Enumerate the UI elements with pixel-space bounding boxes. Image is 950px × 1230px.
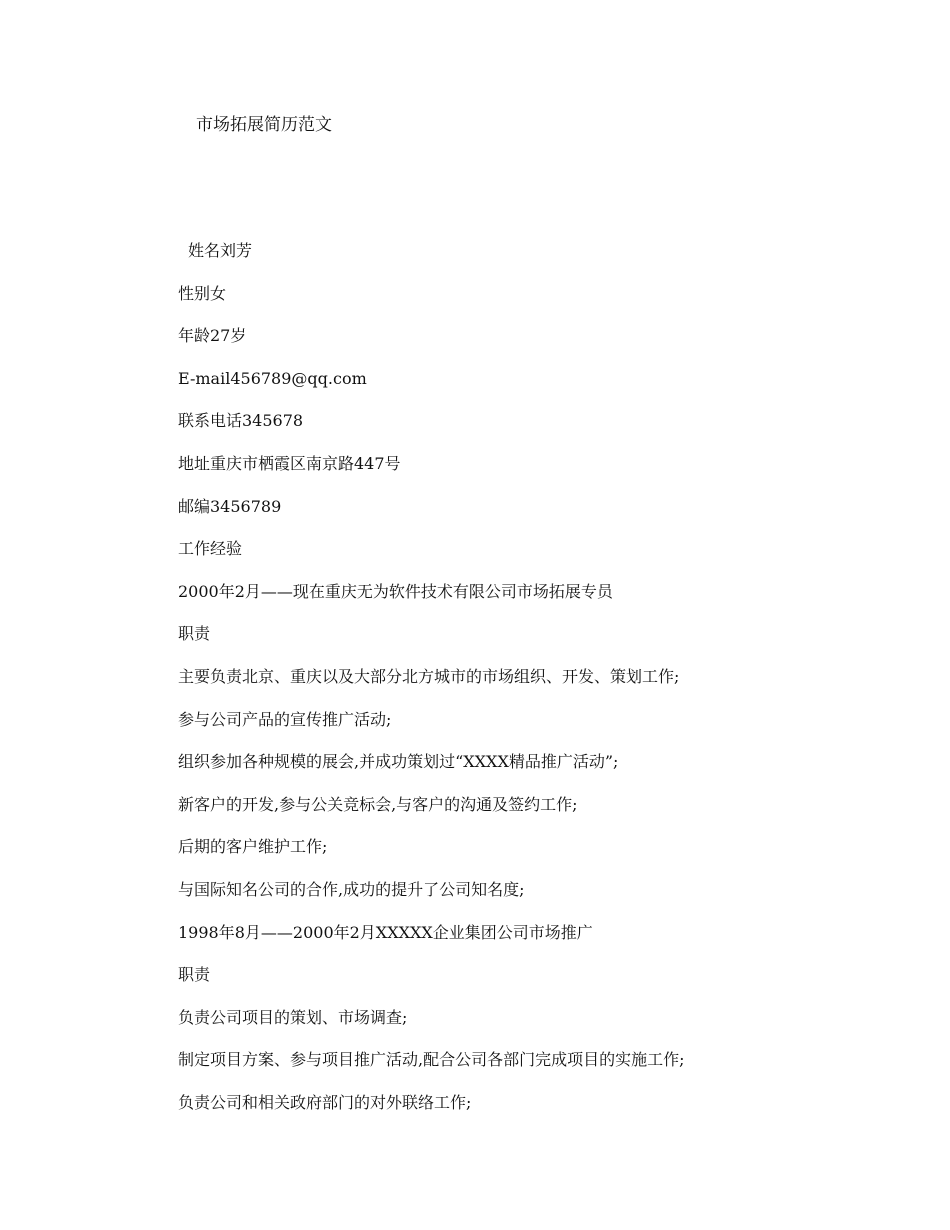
duty-item: 组织参加各种规模的展会,并成功策划过“XXXX精品推广活动”; [178,752,619,772]
duties-heading: 职责 [178,965,211,985]
job-entry: 2000年2月——现在重庆无为软件技术有限公司市场拓展专员 [178,581,613,601]
name-line: 姓名刘芳 [188,241,253,260]
resume-content [178,240,684,1134]
duty-item: 负责公司项目的策划、市场调查; [178,1007,408,1027]
address-line: 地址重庆市栖霞区南京路447号 [178,453,401,473]
duty-item: 与国际知名公司的合作,成功的提升了公司知名度; [178,879,525,899]
duty-item: 参与公司产品的宣传推广活动; [178,709,392,729]
job-entry: 1998年8月——2000年2月XXXXX企业集团公司市场推广 [178,922,593,942]
duties-heading: 职责 [178,624,211,644]
duty-item: 负责公司和相关政府部门的对外联络工作; [178,1092,472,1112]
gender-line: 性别女 [178,283,227,303]
email-line: E-mail456789@qq.com [178,368,367,388]
postcode-line: 邮编3456789 [178,496,282,516]
duty-item: 新客户的开发,参与公关竞标会,与客户的沟通及签约工作; [178,794,578,814]
phone-line: 联系电话345678 [178,411,304,431]
section-heading: 工作经验 [178,539,243,559]
duty-item: 制定项目方案、参与项目推广活动,配合公司各部门完成项目的实施工作; [178,1050,685,1070]
duty-item: 后期的客户维护工作; [178,837,328,857]
duty-item: 主要负责北京、重庆以及大部分北方城市的市场组织、开发、策划工作; [178,666,680,686]
document-title: 市场拓展简历范文 [196,115,332,135]
age-line: 年龄27岁 [178,326,247,346]
